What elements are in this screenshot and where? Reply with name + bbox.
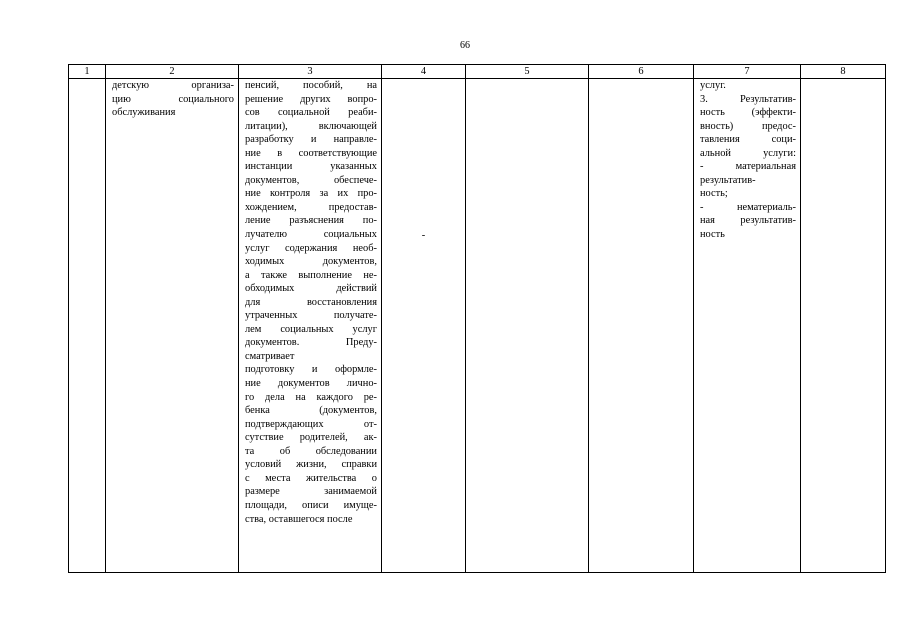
text-line: ность xyxy=(700,229,725,241)
text-line: ние в соответствующие xyxy=(245,147,377,159)
text-line: лем социальных услуг xyxy=(245,323,377,335)
text-line: для восстановления xyxy=(245,296,377,308)
text-line: та об обследовании xyxy=(245,445,377,457)
text-line: подтверждающих от- xyxy=(245,418,377,430)
text-line: документов, обеспече- xyxy=(245,174,377,186)
column-header-1: 1 xyxy=(69,65,106,79)
text-line: документов. Преду- xyxy=(245,337,377,349)
text-line: сутствие родителей, ак- xyxy=(245,432,377,444)
text-line: утраченных получате- xyxy=(245,310,377,322)
text-line: а также выполнение не- xyxy=(245,269,377,281)
text-line: сов социальной реаби- xyxy=(245,107,377,119)
text-line: услуг содержания необ- xyxy=(245,242,377,254)
text-line: площади, описи имуще- xyxy=(245,499,377,511)
cell-col-7 xyxy=(694,79,801,573)
text-line: результатив- xyxy=(700,174,756,186)
table-header-row xyxy=(69,65,886,79)
text-line: ства, оставшегося после xyxy=(245,513,353,525)
text-line: бенка (документов, xyxy=(245,405,377,417)
text-line: ность; xyxy=(700,188,728,200)
cell-col-3 xyxy=(239,79,382,573)
cell-col-8 xyxy=(801,79,886,573)
column-header-5: 5 xyxy=(466,65,589,79)
text-line: с места жительства о xyxy=(245,472,377,484)
text-line: ная результатив- xyxy=(700,215,796,227)
text-line: ление разъяснения по- xyxy=(245,215,377,227)
text-line: цию социального xyxy=(112,93,234,105)
column-header-8: 8 xyxy=(801,65,886,79)
text-line: сматривает xyxy=(245,350,295,362)
text-line: подготовку и оформле- xyxy=(245,364,377,376)
text-line: го дела на каждого ре- xyxy=(245,391,377,403)
col2-text xyxy=(106,79,238,120)
text-line: хождением, предостав- xyxy=(245,201,377,213)
text-line: ходимых документов, xyxy=(245,256,377,268)
text-line: обслуживания xyxy=(112,107,176,119)
column-header-7: 7 xyxy=(694,65,801,79)
text-line: разработку и направле- xyxy=(245,134,377,146)
cell-col-5 xyxy=(466,79,589,573)
text-line: услуг. xyxy=(700,80,726,91)
text-line: тавления соци- xyxy=(700,134,796,146)
text-line: условий жизни, справки xyxy=(245,459,377,471)
page-number: 66 xyxy=(460,40,470,51)
text-line: - материальная xyxy=(700,161,796,173)
cell-col-6 xyxy=(589,79,694,573)
cell-col-4 xyxy=(382,79,466,573)
text-line: ние контроля за их про- xyxy=(245,188,377,200)
column-header-6: 6 xyxy=(589,65,694,79)
text-line: литации), включающей xyxy=(245,120,377,132)
text-line: решение других вопро- xyxy=(245,93,377,105)
text-line: инстанции указанных xyxy=(245,161,377,173)
text-line: альной услуги: xyxy=(700,147,796,159)
column-header-3: 3 xyxy=(239,65,382,79)
text-line: - нематериаль- xyxy=(700,201,796,213)
text-line: детскую организа- xyxy=(112,80,234,91)
cell-col-1 xyxy=(69,79,106,573)
text-line: ние документов лично- xyxy=(245,378,377,390)
text-line: лучателю социальных xyxy=(245,229,377,241)
text-line: размере занимаемой xyxy=(245,486,377,498)
text-line: ность (эффекти- xyxy=(700,107,796,119)
table-row xyxy=(69,79,886,573)
cell-col-2 xyxy=(106,79,239,573)
services-table xyxy=(68,64,886,573)
text-line: пенсий, пособий, на xyxy=(245,80,377,91)
col3-text xyxy=(239,79,381,526)
column-header-4: 4 xyxy=(382,65,466,79)
text-line: обходимых действий xyxy=(245,283,377,295)
column-header-2: 2 xyxy=(106,65,239,79)
col7-text xyxy=(694,79,800,242)
text-line: вность) предос- xyxy=(700,120,796,132)
col4-dash: - xyxy=(421,230,426,241)
text-line: 3. Результатив- xyxy=(700,93,796,105)
